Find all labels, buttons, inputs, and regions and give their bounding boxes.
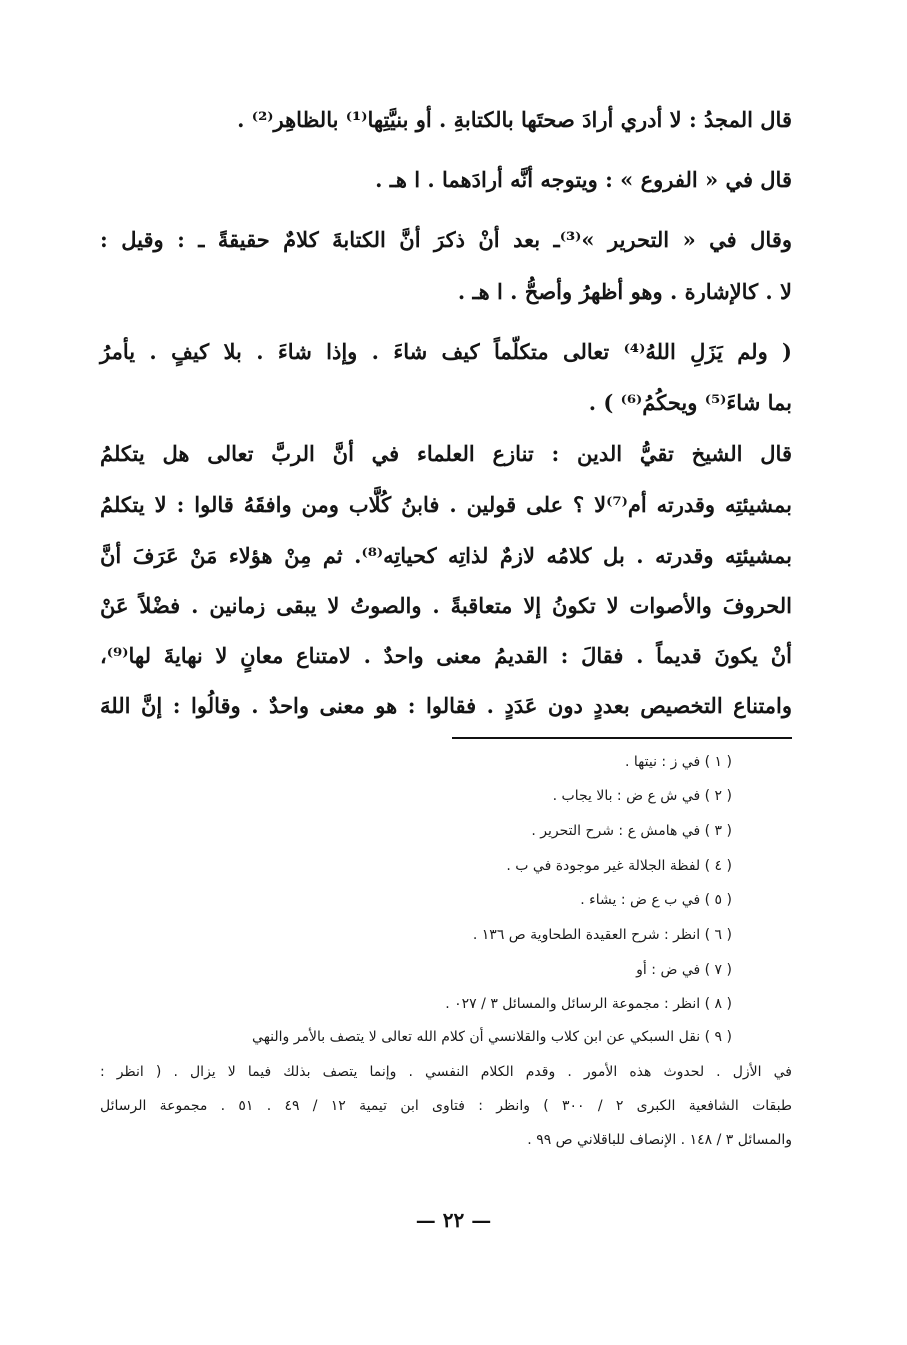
footnote-item: ( ٨ ) انظر : مجموعة الرسائل والمسائل ٣ / ٠٢٧ . <box>445 996 732 1012</box>
page-number: — ٢٢ — <box>415 1208 492 1232</box>
text-line: قال المجدُ : لا أدري أرادَ صحتَها بالكتابةِ . أو بنيَّتِها⁽¹⁾ بالظاهِر⁽²⁾ . <box>237 107 792 132</box>
footnote-item: ( ٥ ) في ب ع ض : يشاء . <box>580 892 732 908</box>
footnote-item: في الأزل . لحدوث هذه الأمور . وقدم الكلام النفسي . وإنما يتصف بذلك فيما لا يزال . ( انظر : <box>100 1064 792 1080</box>
footnote-item: ( ١ ) في ز : نيتها . <box>625 754 732 770</box>
footnote-item: ( ٦ ) انظر : شرح العقيدة الطحاوية ص ١٣٦ . <box>472 927 732 943</box>
text-line: وامتناع التخصيص بعددٍ دون عَدَدٍ . فقالوا : هو معنى واحدٌ . وقالُوا : إنَّ اللهَ <box>100 693 792 718</box>
footnote-item: ( ٧ ) في ض : أو <box>636 962 732 978</box>
text-line: الحروفَ والأصوات لا تكونُ إلا متعاقبةً . والصوتُ لا يبقى زمانين . فضْلاً عَنْ <box>100 593 792 618</box>
text-line: قال في « الفروع » : ويتوجه أنَّه أرادَهما . ا هـ . <box>375 167 792 192</box>
text-line: بمشيئتِه وقدرته . بل كلامُه لازمٌ لذاتِه كحياتِه⁽⁸⁾. ثم مِنْ هؤلاء مَنْ عَرَفَ أنَّ <box>100 543 793 568</box>
footnote-item: ( ٢ ) في ش ع ض : بالا يجاب . <box>552 788 732 804</box>
footnote-item: ( ٩ ) نقل السبكي عن ابن كلاب والقلانسي أن كلام الله تعالى لا يتصف بالأمر والنهي <box>252 1029 732 1045</box>
text-line: بمشيئتِه وقدرته أم⁽⁷⁾لا ؟ على قولين . فابنُ كُلَّاب ومن وافقَهُ قالوا : لا يتكلمُ <box>100 492 792 517</box>
text-line: وقال في « التحرير »⁽³⁾ـ بعد أنْ ذكرَ أنَّ الكتابةَ كلامٌ حقيقةً ـ : وقيل : <box>100 227 792 252</box>
footnote-item: والمسائل ٣ / ١٤٨ . الإنصاف للباقلاني ص ٩٩ . <box>527 1132 792 1148</box>
text-line: بما شاءَ⁽⁵⁾ ويحكُمُ⁽⁶⁾ ) . <box>588 390 792 415</box>
text-line: قال الشيخ تقيُّ الدين : تنازع العلماء في أنَّ الربَّ تعالى هل يتكلمُ <box>100 441 792 466</box>
text-line: ( ولم يَزَلِ اللهُ⁽⁴⁾ تعالى متكلّماً كيف شاءَ . وإذا شاءَ . بلا كيفٍ . يأمرُ <box>100 339 792 364</box>
footnote-item: طبقات الشافعية الكبرى ٢ / ٣٠٠ ) وانظر : فتاوى ابن تيمية ١٢ / ٤٩ . ٥١ . مجموعة الرسائل <box>100 1098 792 1114</box>
footnote-item: ( ٤ ) لفظة الجلالة غير موجودة في ب . <box>506 858 732 874</box>
footnote-separator <box>452 737 792 739</box>
text-line: لا . كالإشارة . وهو أظهرُ وأصحُّ . ا هـ . <box>457 279 792 304</box>
text-line: أنْ يكونَ قديماً . فقالَ : القديمُ معنى واحدٌ . لامتناع معانٍ لا نهايةَ لها⁽⁹⁾، <box>100 643 792 668</box>
footnote-item: ( ٣ ) في هامش ع : شرح التحرير . <box>531 823 732 839</box>
